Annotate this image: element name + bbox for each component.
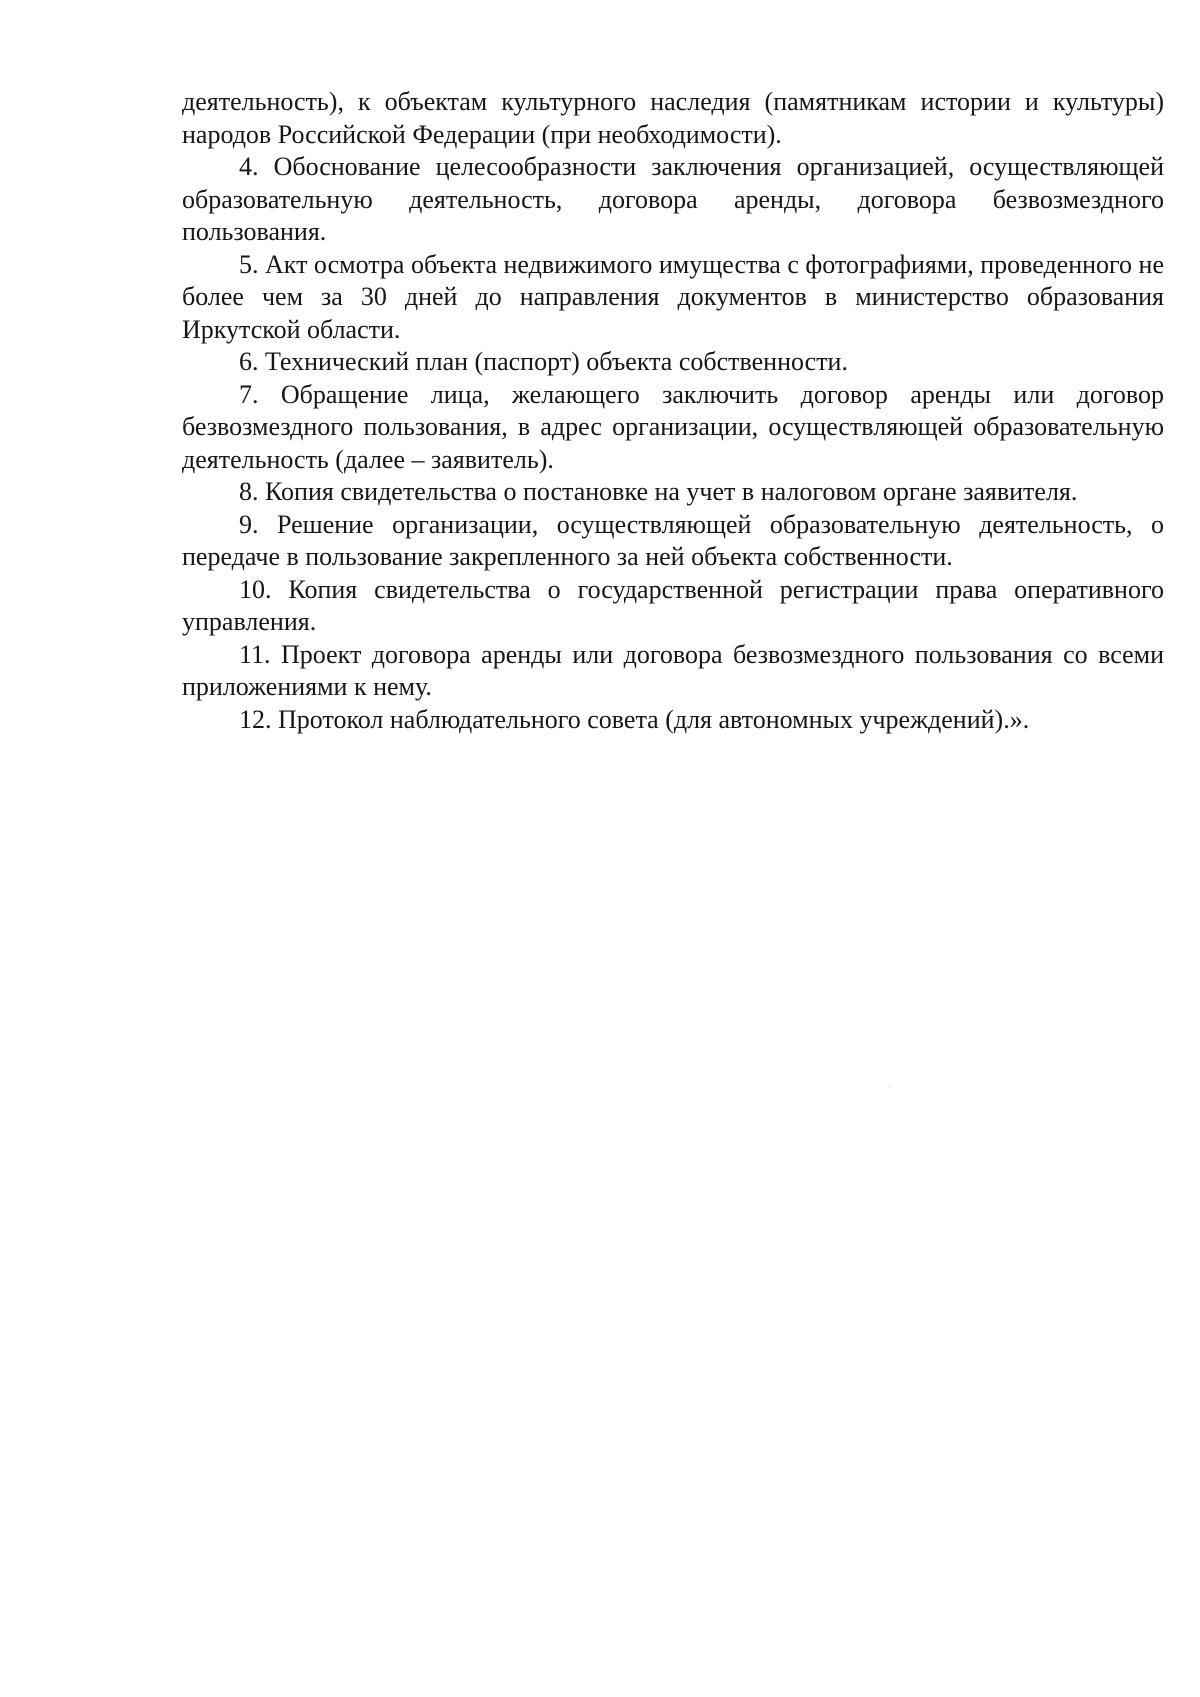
list-item-7: 7. Обращение лица, желающего заключить договор аренды или договор безвозмездного пользования, в адрес организации, осуществляющей образовательную деятельность (далее – заявитель). xyxy=(182,379,1164,474)
paragraph-continuation: деятельность), к объектам культурного наследия (памятникам истории и культуры) народов Российской Федерации (при необходимости). xyxy=(182,87,1164,149)
list-item-5: 5. Акт осмотра объекта недвижимого имущества с фотографиями, проведенного не более чем за 30 дней до направления документов в министерство образования Иркутской области. xyxy=(182,249,1165,344)
list-item-8: 8. Копия свидетельства о постановке на учет в налоговом органе заявителя. xyxy=(239,477,1078,506)
list-item-12: 12. Протокол наблюдательного совета (для автономных учреждений).». xyxy=(239,704,1030,734)
list-item-6: 6. Технический план (паспорт) объекта собственности. xyxy=(239,347,848,376)
list-item-10: 10. Копия свидетельства о государственной регистрации права оперативного управления. xyxy=(182,574,1164,636)
list-item-11: 11. Проект договора аренды или договора безвозмездного пользования со всеми приложениями к нему. xyxy=(182,639,1164,701)
list-item-9: 9. Решение организации, осуществляющей образовательную деятельность, о передаче в пользование закрепленного за ней объекта собственности. xyxy=(182,509,1164,571)
scan-speck xyxy=(889,1086,890,1087)
list-item-4: 4. Обоснование целесообразности заключения организацией, осуществляющей образовательную деятельность, договора аренды, договора безвозмездного пользования. xyxy=(182,152,1164,246)
document-body xyxy=(182,86,1164,736)
